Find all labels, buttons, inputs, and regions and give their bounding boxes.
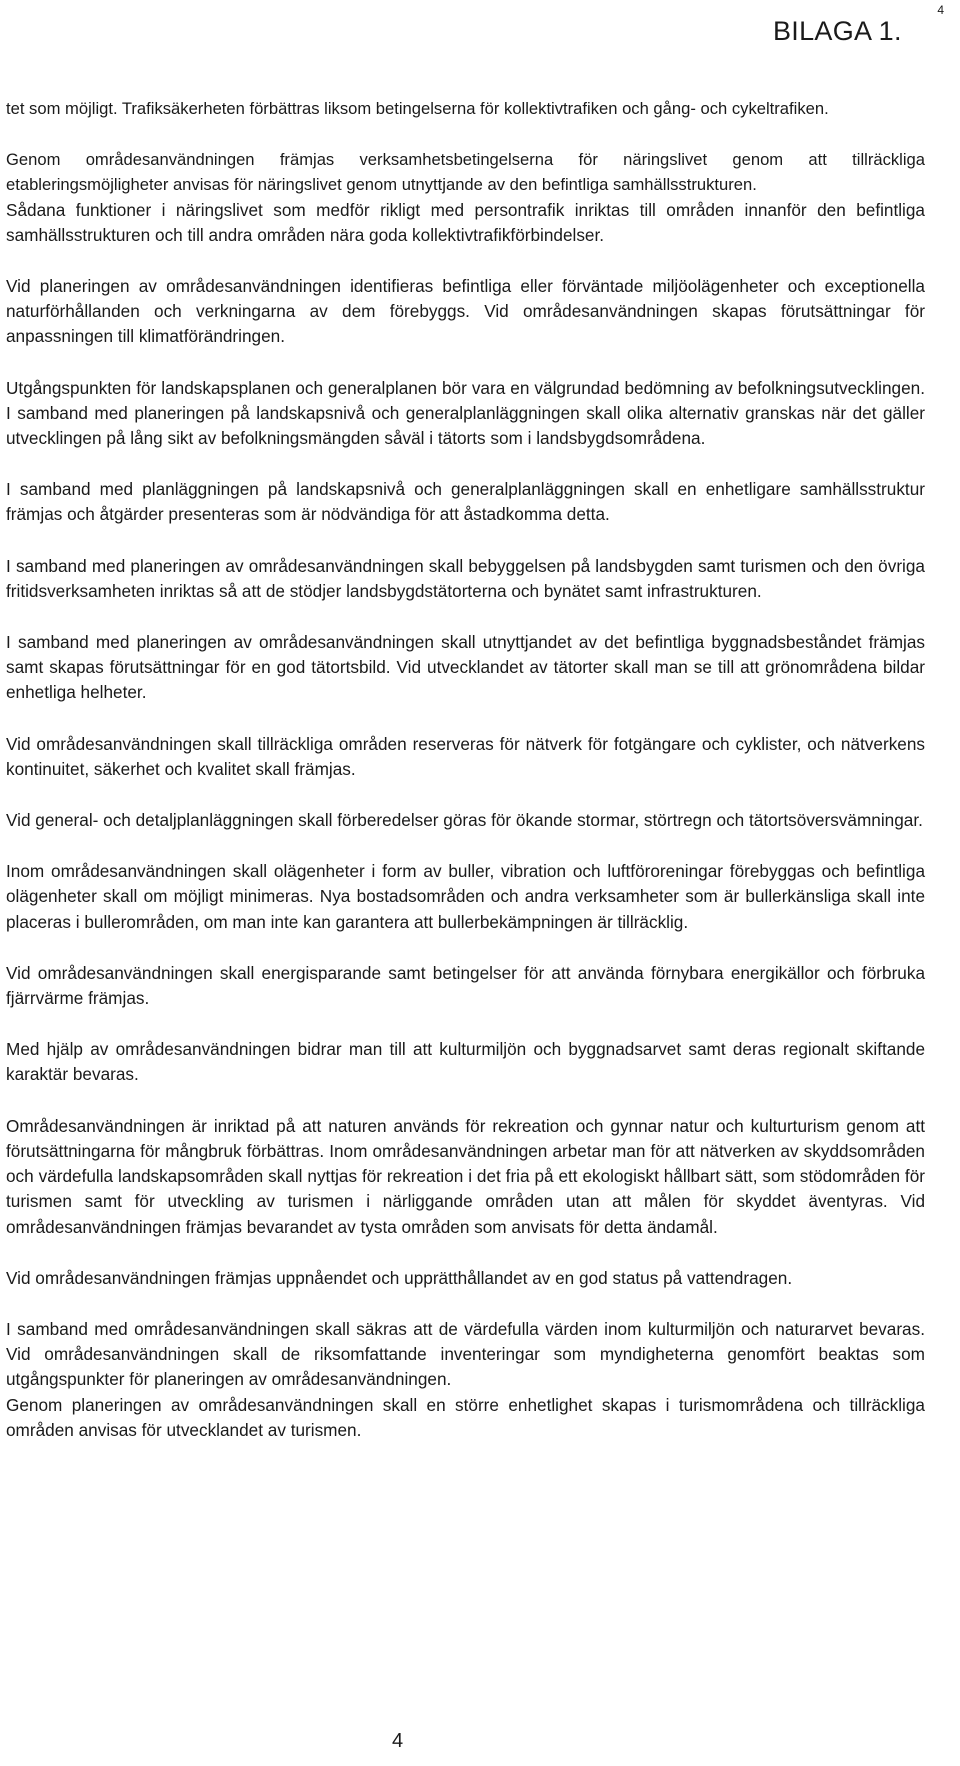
paragraph-recreation-tourism: Områdesanvändningen är inriktad på att naturen används för rekreation och gynnar natur och kulturturism genom att förutsättningarna för mångbruk förbättras. Inom områdesanvändningen arbetar man för att nätverken av skyddsområden och värdefulla landskapsområden skall nyttjas för rekreation i det fria på ett ekologiskt hållbart sätt, som stödområden för turismen samt för utveckling av turismen i närliggande områden utan att målen för skyddet äventyras. Vid områdesanvändningen främjas bevarandet av tysta områden som anvisats för detta ändamål. xyxy=(6,1115,925,1237)
document-body xyxy=(6,96,925,1469)
corner-page-number: 4 xyxy=(937,3,944,17)
paragraph-cultural-heritage: Med hjälp av områdesanvändningen bidrar man till att kulturmiljön och byggnadsarvet samt deras regionalt skiftande karaktär bevaras. xyxy=(6,1039,925,1085)
paragraph-energy: Vid områdesanvändningen skall energisparande samt betingelser för att använda förnybara energikällor och förbruka fjärrvärme främjas. xyxy=(6,962,925,1009)
paragraph-environment: Vid planeringen av områdesanvändningen identifieras befintliga eller förväntade miljöolägenheter och exceptionella naturförhållanden och verkningarna av dem förebyggs. Vid områdesanvändningen skapas förutsättningar för anpassningen till klimatförändringen. xyxy=(6,276,925,347)
paragraph-business-conditions: Genom områdesanvändningen främjas verksamhetsbetingelserna för näringslivet genom att tillräckliga etableringsmöjligheter anvisas för näringslivet genom utnyttjande av den befintliga samhällsstrukturen. xyxy=(6,150,925,195)
paragraph-storm-preparation: Vid general- och detaljplanläggningen skall förberedelser göras för ökande stormar, störtregn och tätortsöversvämningar. xyxy=(6,810,923,831)
footer-page-number: 4 xyxy=(392,1730,404,1752)
paragraph-community-structure: I samband med planläggningen på landskapsnivå och generalplanläggningen skall en enhetligare samhällsstruktur främjas och åtgärder presenteras som är nödvändiga för att åstadkomma detta. xyxy=(6,479,925,525)
paragraph-tourism-areas: Genom planeringen av områdesanvändningen skall en större enhetlighet skapas i turismområdena och tillräckliga områden anvisas för utvecklandet av turismen. xyxy=(6,1394,925,1440)
document-header-title: BILAGA 1. xyxy=(773,16,902,46)
paragraph-rural-development: I samband med planeringen av områdesanvändningen skall bebyggelsen på landsbygden samt turismen och den övriga fritidsverksamheten inriktas så att de stödjer landsbygdstätorterna och bynätet samt infrastrukturen. xyxy=(6,555,925,601)
paragraph-building-stock: I samband med planeringen av områdesanvändningen skall utnyttjandet av det befintliga byggnadsbeståndet främjas samt skapas förutsättningar för en god tätortsbild. Vid utvecklandet av tätorter skall man se till att grönområdena bildar enhetliga helheter. xyxy=(6,632,925,703)
paragraph-population: Utgångspunkten för landskapsplanen och generalplanen bör vara en välgrundad bedömning av befolkningsutvecklingen. I samband med planeringen på landskapsnivå och generalplanläggningen skall olika alternativ granskas när det gäller utvecklingen på lång sikt av befolkningsmängden såväl i tätorts som i landsbygdsområdena. xyxy=(6,377,925,449)
paragraph-business-functions: Sådana funktioner i näringslivet som medför rikligt med persontrafik inriktas till områden innanför den befintliga samhällsstrukturen och till andra områden nära goda kollektivtrafikförbindelser. xyxy=(6,199,925,245)
paragraph-continuation: tet som möjligt. Trafiksäkerheten förbättras liksom betingelserna för kollektivtrafiken och gång- och cykeltrafiken. xyxy=(6,99,829,118)
paragraph-cultural-values: I samband med områdesanvändningen skall säkras att de värdefulla värden inom kulturmiljön och naturarvet bevaras. Vid områdesanvändningen skall de riksomfattande inventeringar som myndigheterna genomfört beaktas som utgångspunkter för planeringen av områdesanvändningen. xyxy=(6,1318,925,1390)
paragraph-noise-pollution: Inom områdesanvändningen skall olägenheter i form av buller, vibration och luftföroreningar förebyggas och befintliga olägenheter skall om möjligt minimeras. Nya bostadsområden och andra verksamheter som är bullerkänsliga skall inte placeras i bullerområden, om man inte kan garantera att bullerbekämpningen är tillräcklig. xyxy=(6,861,925,932)
paragraph-pedestrian-network: Vid områdesanvändningen skall tillräckliga områden reserveras för nätverk för fotgängare och cyklister, och nätverkens kontinuitet, säkerhet och kvalitet skall främjas. xyxy=(6,733,925,779)
paragraph-water-status: Vid områdesanvändningen främjas uppnåendet och upprätthållandet av en god status på vattendragen. xyxy=(6,1267,793,1288)
